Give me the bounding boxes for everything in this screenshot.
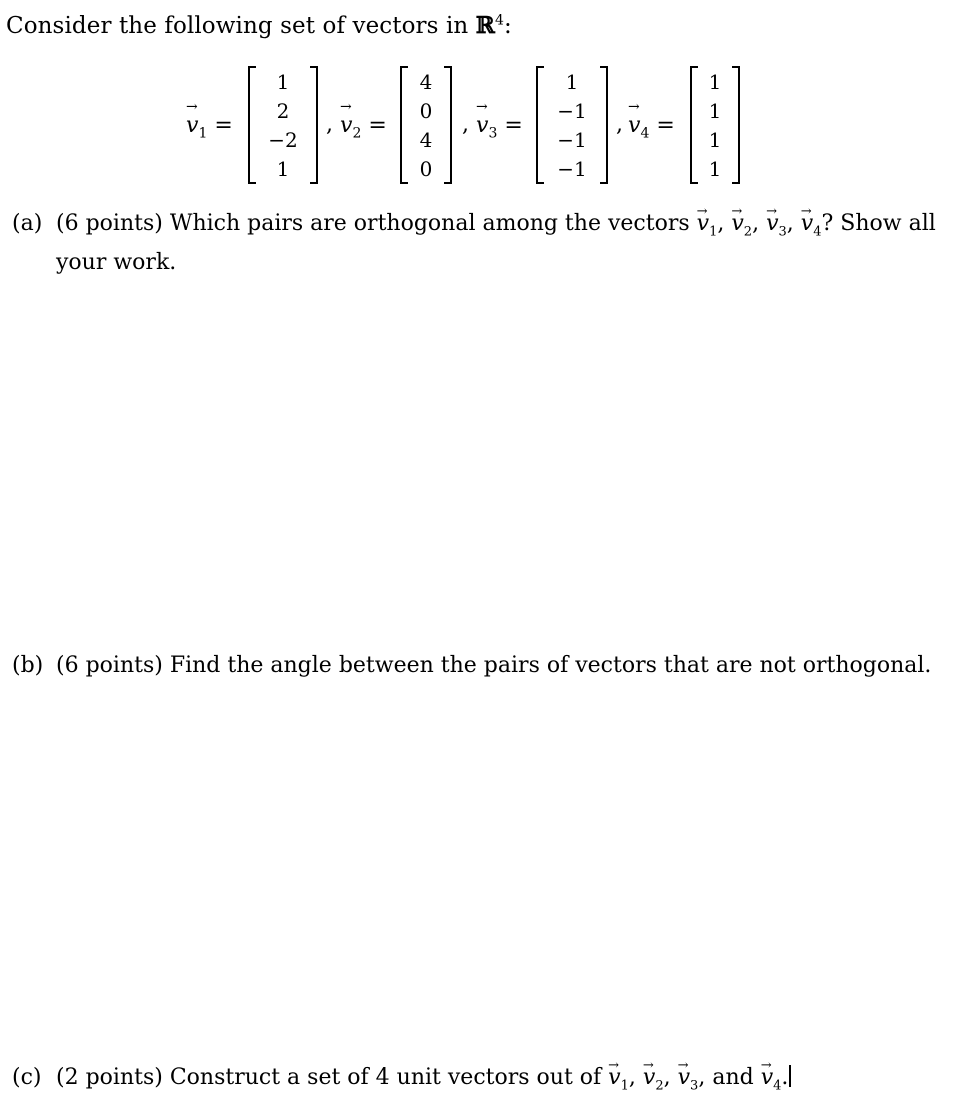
vector-4-entry-1: 1 bbox=[708, 70, 722, 94]
vector-2-entry-1: 4 bbox=[419, 70, 433, 94]
part-c-points: (2 points) bbox=[56, 1065, 163, 1090]
vector-2-ref: → $v_2$ bbox=[731, 208, 752, 247]
vector-4-ref: → $v_4$ bbox=[761, 1062, 782, 1101]
part-c-and: and bbox=[712, 1065, 754, 1090]
vector-1-entry-2: 2 bbox=[276, 99, 290, 123]
question-part-a: (a) (6 points) Which pairs are orthogonal among the vectors → $v_1$, → $v_2$, → $v_3$, → $v_4$? Show all your work. bbox=[12, 208, 942, 278]
comma: , bbox=[616, 112, 623, 137]
comma: , bbox=[462, 112, 469, 137]
vector-3-entry-1: 1 bbox=[565, 70, 579, 94]
question-part-b bbox=[12, 650, 931, 681]
vector-4-matrix bbox=[690, 66, 740, 186]
vector-3-ref: → $v_3$ bbox=[678, 1062, 699, 1101]
vector-2-ref: → $v_2$ bbox=[643, 1062, 664, 1101]
part-b-points: (6 points) bbox=[56, 653, 163, 678]
text-cursor bbox=[789, 1065, 791, 1087]
intro-text: Consider the following set of vectors in bbox=[6, 13, 476, 39]
space-exponent: 4 bbox=[494, 12, 504, 29]
vector-3-entry-2: −1 bbox=[557, 99, 587, 123]
vector-1-ref: → $v_1$ bbox=[608, 1062, 629, 1101]
vector-1-entry-1: 1 bbox=[276, 70, 290, 94]
vector-2-label: → $v_2$ = bbox=[340, 113, 387, 141]
vector-1-matrix bbox=[248, 66, 318, 186]
comma: , bbox=[326, 112, 333, 137]
vector-1-entry-4: 1 bbox=[276, 157, 290, 181]
intro-suffix: : bbox=[503, 13, 512, 39]
vector-4-label: → $v_4$ = bbox=[628, 113, 675, 141]
vector-3-label: → $v_3$ = bbox=[476, 113, 523, 141]
vector-1-label: → $v_1$ = bbox=[186, 113, 233, 141]
vector-2-entry-3: 4 bbox=[419, 128, 433, 152]
question-part-c: (c) (2 points) Construct a set of 4 unit vectors out of → $v_1$, → $v_2$, → $v_3$, and → $v_4$. bbox=[12, 1062, 791, 1101]
vector-2-entry-2: 0 bbox=[419, 99, 433, 123]
vector-2-matrix bbox=[400, 66, 452, 186]
part-b-text: Find the angle between the pairs of vectors that are not orthogonal. bbox=[169, 653, 932, 678]
vector-4-ref: → $v_4$ bbox=[801, 208, 822, 247]
vector-3-ref: → $v_3$ bbox=[766, 208, 787, 247]
vector-4-entry-4: 1 bbox=[708, 157, 722, 181]
vector-1-entry-3: −2 bbox=[268, 128, 298, 152]
vector-3-entry-3: −1 bbox=[557, 128, 587, 152]
vector-1-ref: → $v_1$ bbox=[697, 208, 718, 247]
real-space-symbol: ℝ bbox=[475, 12, 495, 39]
part-a-line2: your work. bbox=[56, 250, 177, 276]
vector-4-entry-2: 1 bbox=[708, 99, 722, 123]
part-c-label: (c) bbox=[12, 1065, 42, 1090]
part-b-label: (b) bbox=[12, 653, 44, 678]
part-a-text-after: ? Show all bbox=[821, 211, 936, 236]
vector-3-entry-4: −1 bbox=[557, 157, 587, 181]
part-a-label: (a) bbox=[12, 211, 43, 236]
vector-definitions bbox=[0, 66, 960, 190]
vector-4-entry-3: 1 bbox=[708, 128, 722, 152]
vector-2-entry-4: 0 bbox=[419, 157, 433, 181]
intro-sentence bbox=[6, 12, 512, 39]
part-c-text: Construct a set of 4 unit vectors out of bbox=[169, 1065, 602, 1090]
part-a-text: Which pairs are orthogonal among the vectors bbox=[169, 211, 690, 236]
vector-3-matrix bbox=[536, 66, 608, 186]
part-a-points: (6 points) bbox=[56, 211, 163, 236]
